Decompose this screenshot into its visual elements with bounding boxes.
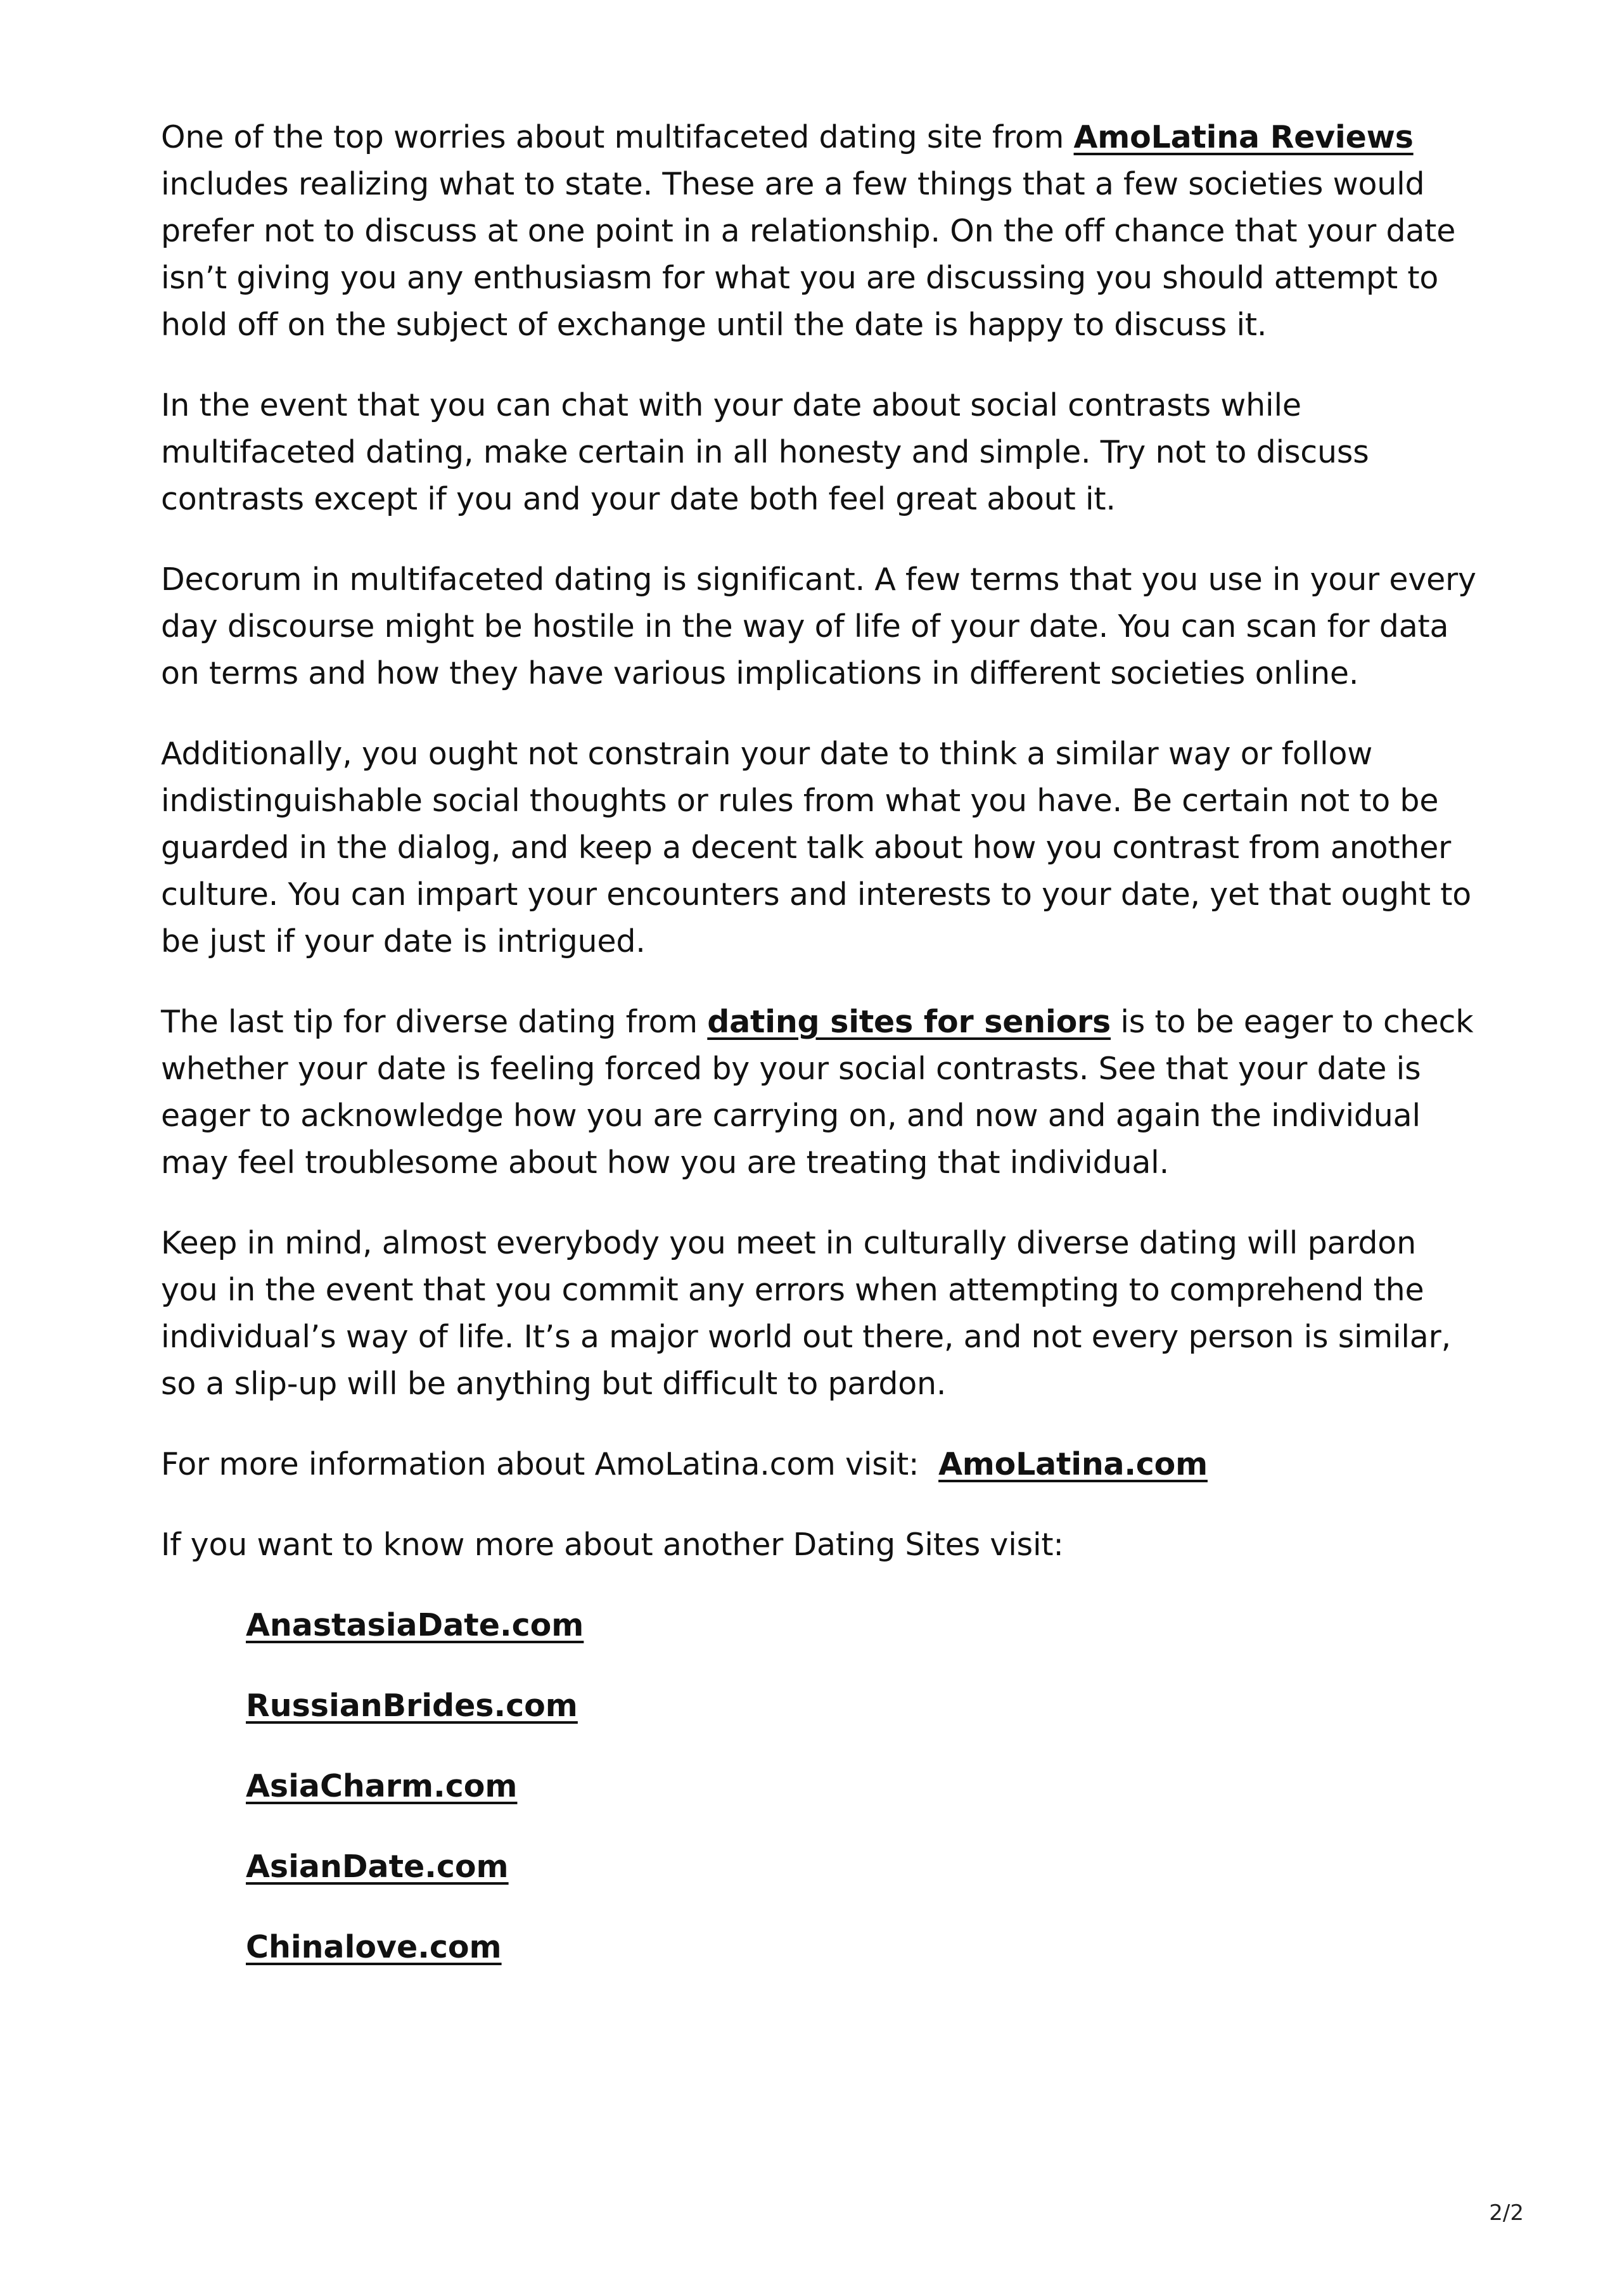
paragraph-last-tip — [161, 999, 1479, 1186]
paragraph-intro-text-before: One of the top worries about multifaceted dating site from — [161, 119, 1074, 155]
asiandate-link[interactable]: AsianDate.com — [246, 1849, 509, 1885]
list-item — [246, 1602, 1479, 1649]
more-info-text: For more information about AmoLatina.com visit: — [161, 1446, 939, 1482]
paragraph-last-tip-text-after: is to be eager to check whether your date is feeling forced by your social contrasts. See that your date is eager to acknowledge how you are carrying on, and now and again the individual may feel troublesome about how you are treating that individual. — [161, 1004, 1474, 1181]
amolatina-reviews-link[interactable]: AmoLatina Reviews — [1073, 119, 1414, 155]
amolatina-link[interactable]: AmoLatina.com — [938, 1446, 1208, 1482]
dating-sites-for-seniors-link[interactable]: dating sites for seniors — [707, 1004, 1111, 1040]
paragraph-more-info — [161, 1441, 1479, 1488]
anastasiadate-link[interactable]: AnastasiaDate.com — [246, 1607, 584, 1643]
list-item — [246, 1763, 1479, 1810]
paragraph-intro-text-after: includes realizing what to state. These are a few things that a few societies would prefer not to discuss at one point in a relationship. On the off chance that your date isn’t giving you any enthusiasm for what you are discussing you should attempt to hold off on the subject of exchange until the date is happy to discuss it. — [161, 166, 1456, 343]
paragraph-other-sites: If you want to know more about another Dating Sites visit: — [161, 1527, 1064, 1563]
asiacharm-link[interactable]: AsiaCharm.com — [246, 1768, 518, 1804]
paragraph-last-tip-text-before: The last tip for diverse dating from — [161, 1004, 708, 1040]
list-item — [246, 1924, 1479, 1971]
list-item — [246, 1683, 1479, 1729]
paragraph-decorum: Decorum in multifaceted dating is significant. A few terms that you use in your every day discourse might be hostile in the way of life of your date. You can scan for data on terms and how they have various implications in different societies online. — [161, 561, 1476, 691]
document-body — [161, 114, 1479, 2004]
dating-sites-list — [161, 1602, 1479, 1971]
paragraph-additionally: Additionally, you ought not constrain your date to think a similar way or follow indistinguishable social thoughts or rules from what you have. Be certain not to be guarded in the dialog, and keep a decent talk about how you contrast from another culture. You can impart your encounters and interests to your date, yet that ought to be just if your date is intrigued. — [161, 736, 1472, 959]
paragraph-keep-in-mind: Keep in mind, almost everybody you meet in culturally diverse dating will pardon you in the event that you commit any errors when attempting to comprehend the individual’s way of life. It’s a major world out there, and not every person is similar, so a slip-up will be anything but difficult to pardon. — [161, 1225, 1451, 1402]
list-item — [246, 1844, 1479, 1890]
paragraph-intro — [161, 114, 1479, 349]
page-number: 2/2 — [1489, 2200, 1524, 2226]
russianbrides-link[interactable]: RussianBrides.com — [246, 1688, 578, 1724]
chinalove-link[interactable]: Chinalove.com — [246, 1929, 502, 1965]
paragraph-social-contrasts: In the event that you can chat with your date about social contrasts while multifaceted dating, make certain in all honesty and simple. Try not to discuss contrasts except if you and your date both feel great about it. — [161, 387, 1369, 517]
